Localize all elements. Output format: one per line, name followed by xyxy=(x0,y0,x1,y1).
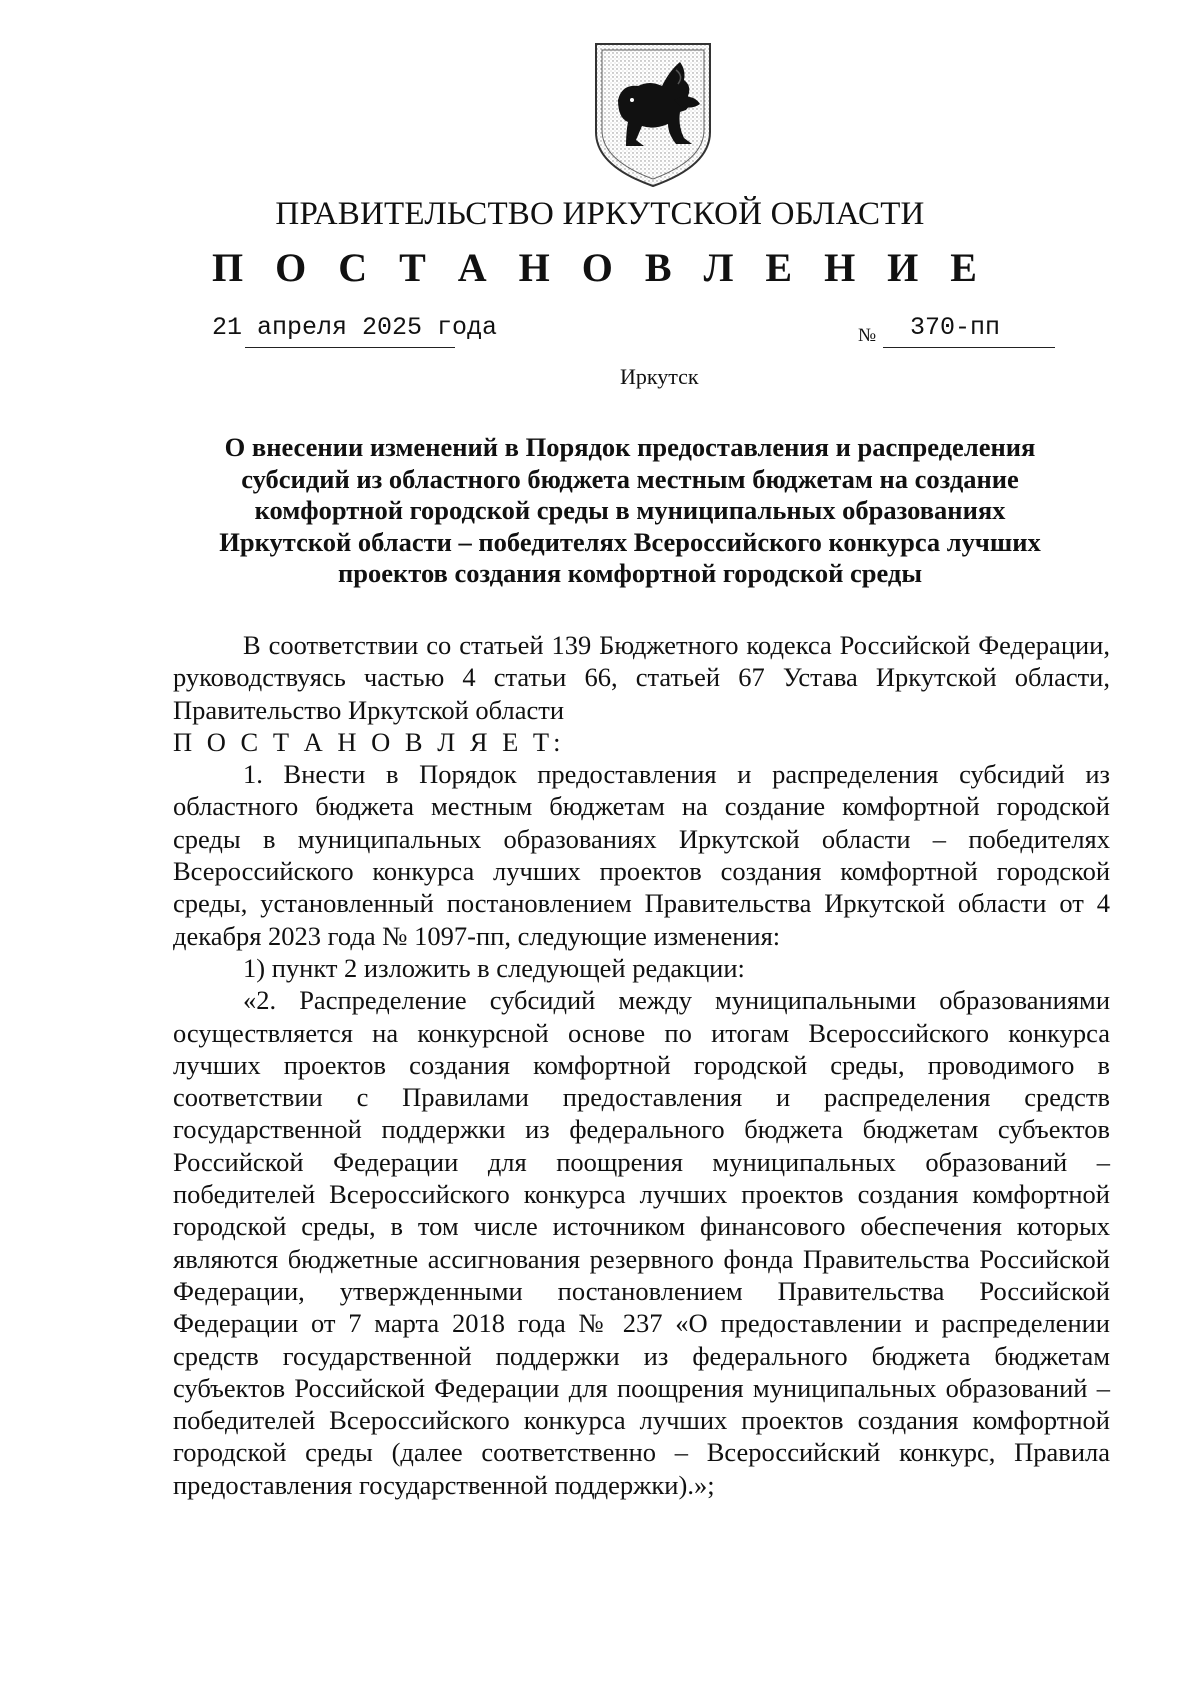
title-line: субсидий из областного бюджета местным бюджетам на создание xyxy=(241,463,1019,494)
title-line: проектов создания комфортной городской среды xyxy=(337,558,923,588)
subitem-1-paragraph: 1) пункт 2 изложить в следующей редакции: xyxy=(243,952,745,983)
document-number: 370-пп xyxy=(910,313,1001,342)
number-underline xyxy=(883,347,1055,348)
item-1-paragraph: 1. Внести в Порядок предоставления и распределения субсидий из областного бюджета местным бюджетам на создание комфортной городской среды в муниципальных образованиях Иркутской области – победителях Всероссийского конкурса лучших проектов создания комфортной городской среды, установленный постановлением Правительства Иркутской области от 4 декабря 2023 года № 1097-пп, следующие изменения: xyxy=(173,759,1110,951)
document-body xyxy=(173,629,1110,1501)
quoted-paragraph: «2. Распределение субсидий между муниципальными образованиями осуществляется на конкурсной основе по итогам Всероссийского конкурса лучших проектов создания комфортной городской среды, проводимого в соответствии с Правилами предоставления и распределения средств государственной поддержки из федерального бюджета бюджетам субъектов Российской Федерации для поощрения муниципальных образований – победителей Всероссийского конкурса лучших проектов создания комфортной городской среды, в том числе источником финансового обеспечения которых являются бюджетные ассигнования резервного фонда Правительства Российской Федерации, утвержденными постановлением Правительства Российской Федерации от 7 марта 2018 года № 237 «О предоставлении и распределении средств государственной поддержки из федерального бюджета бюджетам субъектов Российской Федерации для поощрения муниципальных образований – победителей Всероссийского конкурса лучших проектов создания комфортной городской среды (далее соответственно – Всероссийский конкурс, Правила предоставления государственной поддержки).»; xyxy=(173,985,1110,1500)
number-sign: № xyxy=(858,325,877,346)
document-date: 21 апреля 2025 года xyxy=(212,313,498,342)
document-title xyxy=(170,432,1090,590)
decree-word: П О С Т А Н О В Л Я Е Т: xyxy=(173,726,565,757)
coat-of-arms-emblem xyxy=(588,40,718,190)
preamble-paragraph: В соответствии со статьей 139 Бюджетного кодекса Российской Федерации, руководствуясь частью 4 статьи 66, статьей 67 Устава Иркутской области, Правительство Иркутской области xyxy=(173,630,1110,725)
document-type: П О С Т А Н О В Л Е Н И Е xyxy=(212,245,988,290)
city-name: Иркутск xyxy=(620,364,699,389)
organization-name: ПРАВИТЕЛЬСТВО ИРКУТСКОЙ ОБЛАСТИ xyxy=(275,196,925,232)
title-line: О внесении изменений в Порядок предоставления и распределения xyxy=(224,432,1036,462)
title-line: Иркутской области – победителях Всероссийского конкурса лучших xyxy=(219,526,1041,557)
title-line: комфортной городской среды в муниципальных образованиях xyxy=(254,495,1006,525)
date-underline xyxy=(245,347,455,348)
